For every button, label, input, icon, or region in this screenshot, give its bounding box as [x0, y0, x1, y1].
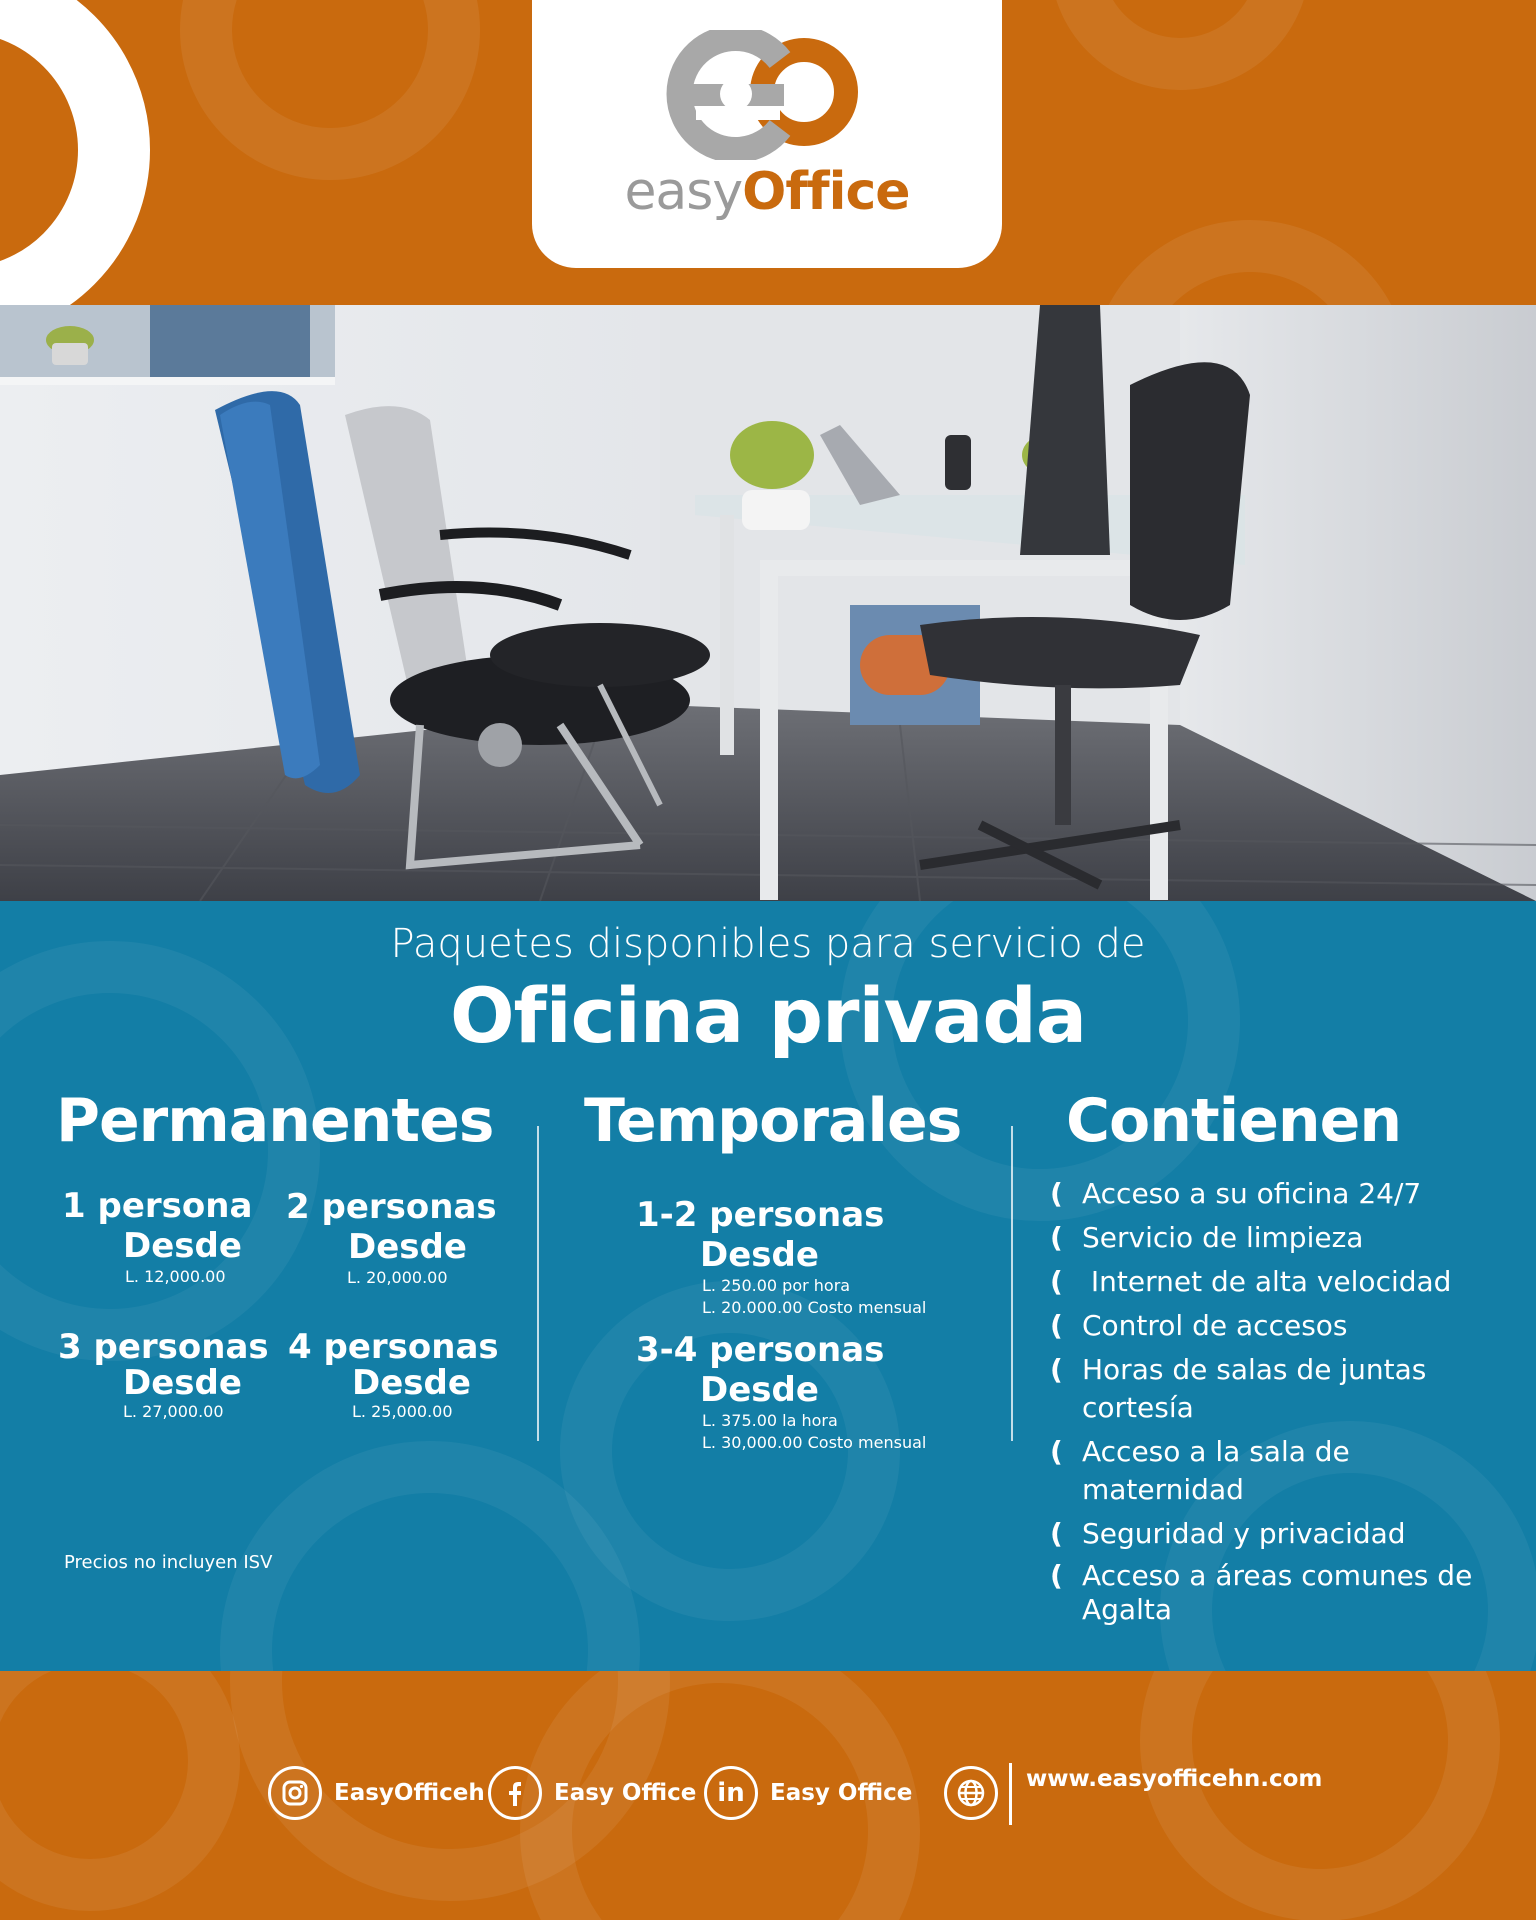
temporales-heading: Temporales	[584, 1086, 962, 1156]
watermark-circle	[1090, 220, 1410, 305]
logo-card	[532, 0, 1002, 268]
package-who: 1-2 personas	[636, 1195, 885, 1235]
feature-item	[1050, 1307, 1520, 1345]
package-3-4-personas	[636, 1330, 926, 1454]
watermark-circle	[1050, 0, 1310, 90]
permanentes-heading: Permanentes	[56, 1086, 494, 1156]
price-note: Precios no incluyen ISV	[64, 1552, 273, 1573]
bullet-icon: (	[1050, 1309, 1063, 1342]
packages-section	[0, 901, 1536, 1671]
linkedin-icon: in	[704, 1766, 758, 1820]
package-desde: Desde	[123, 1226, 242, 1266]
package-desde: Desde	[348, 1227, 467, 1267]
website-link[interactable]	[1026, 1766, 1322, 1792]
bullet-icon: (	[1050, 1221, 1063, 1254]
contienen-heading: Contienen	[1066, 1086, 1402, 1156]
package-who: 2 personas	[286, 1187, 497, 1227]
office-photo-illustration	[0, 305, 1536, 901]
bullet-icon: (	[1050, 1435, 1063, 1468]
feature-item	[1050, 1351, 1470, 1427]
feature-text: Acceso a su oficina 24/7	[1082, 1177, 1422, 1210]
feature-text: Horas de salas de juntas cortesía	[1082, 1353, 1427, 1424]
package-who: 3 personas	[58, 1327, 269, 1367]
package-desde: Desde	[123, 1363, 242, 1403]
watermark-circle	[180, 0, 480, 180]
bullet-icon: (	[1050, 1353, 1063, 1386]
facebook-link[interactable]	[488, 1766, 696, 1820]
bullet-icon: (	[1050, 1517, 1063, 1550]
package-desde: Desde	[700, 1370, 819, 1410]
decorative-ring	[0, 0, 150, 305]
feature-text: Control de accesos	[1082, 1309, 1348, 1342]
bullet-icon: (	[1050, 1265, 1063, 1298]
instagram-link[interactable]	[268, 1766, 485, 1820]
package-1-persona	[62, 1186, 252, 1288]
package-1-2-personas	[636, 1195, 926, 1319]
website-icon-wrap	[944, 1766, 1010, 1820]
package-price: L. 25,000.00	[352, 1402, 453, 1421]
header-band	[0, 0, 1536, 305]
bullet-icon: (	[1050, 1177, 1063, 1210]
logo-mark-icon	[652, 30, 882, 160]
page-title: Oficina privada	[449, 971, 1087, 1060]
footer-divider	[1009, 1763, 1012, 1825]
instagram-handle: EasyOfficeh	[334, 1780, 485, 1806]
feature-text: Acceso a áreas comunes de Agalta	[1082, 1559, 1473, 1626]
package-price-month: L. 30,000.00 Costo mensual	[702, 1433, 927, 1452]
feature-text: Servicio de limpieza	[1082, 1221, 1364, 1254]
package-price: L. 12,000.00	[125, 1267, 226, 1286]
instagram-icon	[268, 1766, 322, 1820]
feature-item	[1050, 1515, 1520, 1553]
watermark-circle	[1140, 1671, 1500, 1920]
feature-item	[1050, 1263, 1520, 1301]
package-who: 4 personas	[288, 1327, 499, 1367]
package-price-month: L. 20.000.00 Costo mensual	[702, 1298, 927, 1317]
package-price: L. 27,000.00	[123, 1402, 224, 1421]
package-price-hour: L. 250.00 por hora	[702, 1276, 851, 1295]
footer	[0, 1671, 1536, 1920]
website-url: www.easyofficehn.com	[1026, 1766, 1323, 1792]
feature-text: Acceso a la sala de maternidad	[1082, 1435, 1350, 1506]
features-list	[1050, 1175, 1520, 1633]
linkedin-handle: Easy Office	[770, 1780, 913, 1806]
watermark-circle	[0, 1671, 240, 1911]
logo-word-easy: easy	[624, 162, 743, 222]
package-desde: Desde	[352, 1363, 471, 1403]
package-who: 1 persona	[62, 1186, 253, 1226]
linkedin-link[interactable]	[704, 1766, 912, 1820]
feature-text: Seguridad y privacidad	[1082, 1517, 1406, 1550]
feature-item	[1050, 1219, 1520, 1257]
globe-icon	[944, 1766, 998, 1820]
package-price-hour: L. 375.00 la hora	[702, 1411, 838, 1430]
feature-item	[1050, 1433, 1420, 1509]
column-divider	[537, 1126, 539, 1441]
feature-text: Internet de alta velocidad	[1082, 1265, 1452, 1298]
facebook-handle: Easy Office	[554, 1780, 697, 1806]
facebook-icon	[488, 1766, 542, 1820]
package-desde: Desde	[700, 1235, 819, 1275]
bullet-icon: (	[1050, 1559, 1063, 1592]
logo-wordmark	[532, 162, 1002, 222]
package-price: L. 20,000.00	[347, 1268, 448, 1287]
package-3-personas	[58, 1329, 269, 1423]
column-divider	[1011, 1126, 1013, 1441]
office-photo	[0, 305, 1536, 901]
feature-item	[1050, 1559, 1520, 1627]
package-2-personas	[286, 1187, 497, 1289]
intro-text: Paquetes disponibles para servicio de	[390, 921, 1146, 967]
package-4-personas	[288, 1329, 499, 1423]
logo-word-office: Office	[742, 162, 910, 222]
package-who: 3-4 personas	[636, 1330, 885, 1370]
feature-item	[1050, 1175, 1520, 1213]
